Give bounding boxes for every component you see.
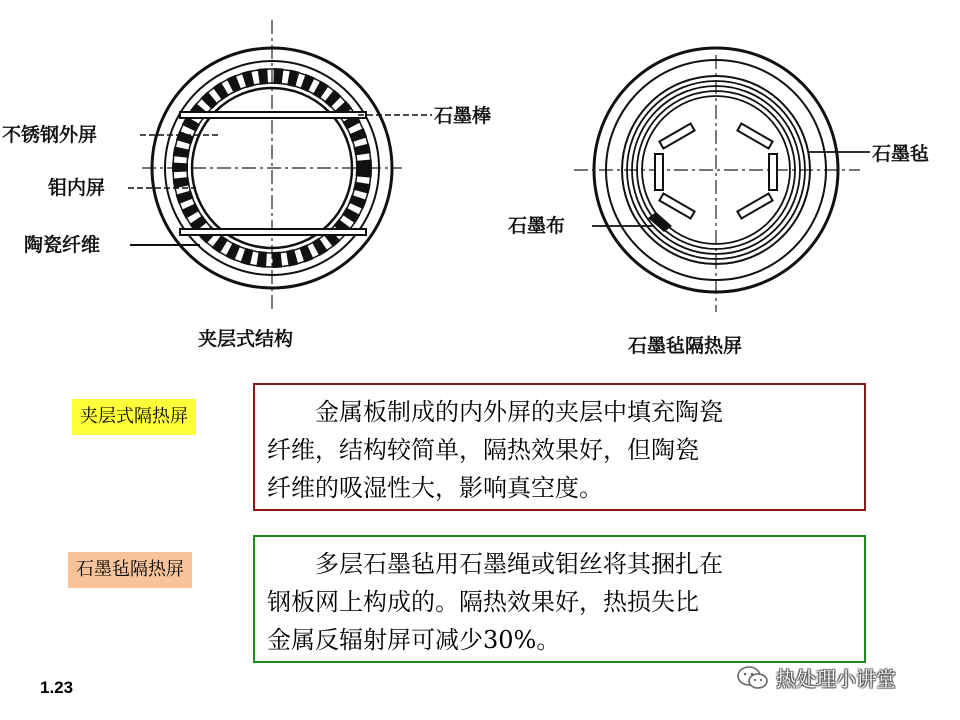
description-line: 多层石墨毡用石墨绳或钼丝将其捆扎在 <box>315 550 723 578</box>
inner-screen-label: 钼内屏 <box>48 177 106 199</box>
graphite-rod-label: 石墨棒 <box>434 105 492 127</box>
tag-sandwich-shield: 夹层式隔热屏 <box>72 399 196 435</box>
watermark <box>736 663 896 692</box>
description-box-sandwich <box>253 383 866 511</box>
graphite-felt-caption: 石墨毡隔热屏 <box>628 335 743 357</box>
outer-screen-label: 不锈钢外屏 <box>2 124 98 146</box>
wechat-icon <box>736 664 770 692</box>
graphite-felt-figure <box>508 48 929 357</box>
description-box-graphite-felt <box>253 535 866 663</box>
sandwich-structure-figure <box>2 20 491 350</box>
watermark-text: 热处理小讲堂 <box>776 667 896 691</box>
sandwich-structure-caption: 夹层式结构 <box>198 328 294 350</box>
graphite-rod-bottom <box>180 229 366 235</box>
description-line: 钢板网上构成的。隔热效果好，热损失比 <box>267 588 699 616</box>
description-line: 纤维的吸湿性大，影响真空度。 <box>267 474 603 502</box>
graphite-cloth-label: 石墨布 <box>508 215 566 237</box>
description-line: 纤维，结构较简单，隔热效果好，但陶瓷 <box>267 436 699 464</box>
tag-graphite-felt-shield: 石墨毡隔热屏 <box>68 552 192 588</box>
page-number: 1.23 <box>40 678 74 697</box>
description-line: 金属板制成的内外屏的夹层中填充陶瓷 <box>315 398 723 426</box>
graphite-felt-label: 石墨毡 <box>872 143 930 165</box>
description-line: 金属反辐射屏可减少30%。 <box>267 626 561 654</box>
graphite-rod-top <box>180 112 366 118</box>
ceramic-fiber-label: 陶瓷纤维 <box>24 234 101 256</box>
